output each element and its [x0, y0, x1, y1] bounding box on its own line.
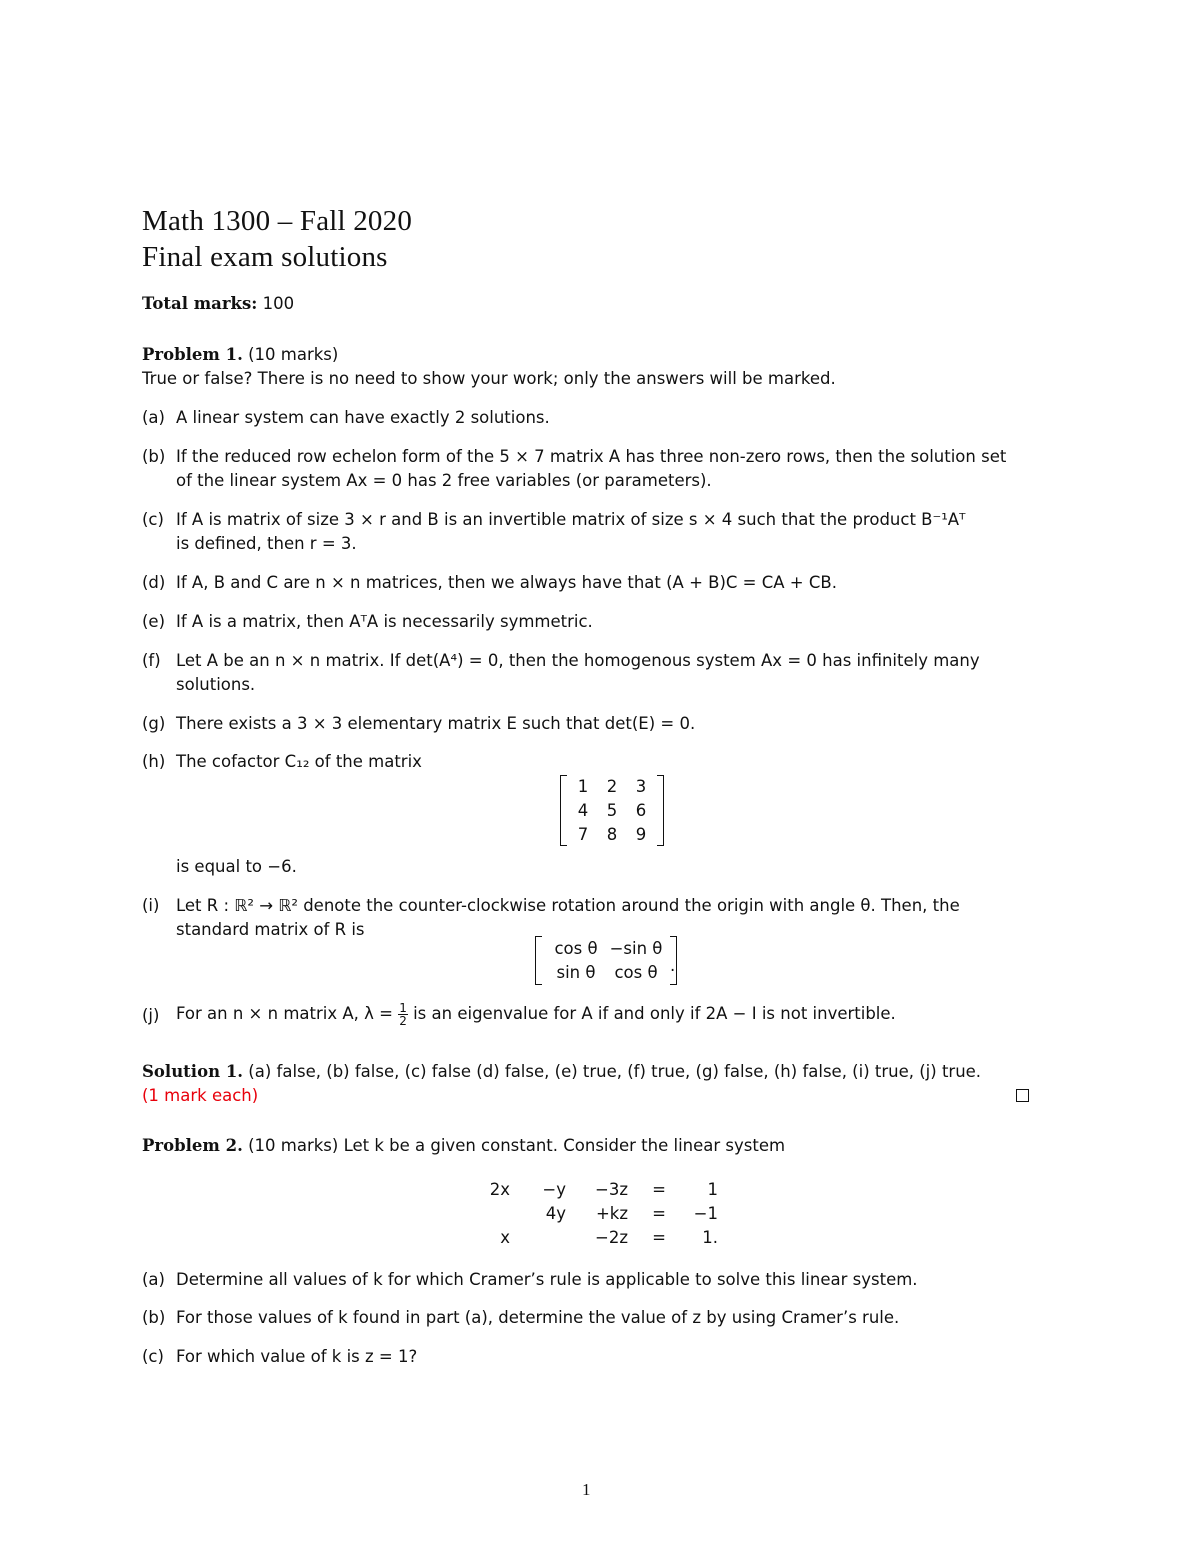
item-text: is equal to −6. — [176, 857, 297, 876]
solution-1 — [142, 1062, 981, 1081]
matrix-entry: sin θ — [556, 963, 596, 982]
item-text: Determine all values of k for which Cramer’s rule is applicable to solve this linear system. — [176, 1270, 918, 1289]
item-text: For those values of k found in part (a), determine the value of z by using Cramer’s rule. — [176, 1308, 900, 1327]
item-label: (d) — [142, 573, 166, 592]
system-term: = — [652, 1204, 666, 1223]
system-term: −3z — [595, 1180, 628, 1199]
solution-1-title: Solution 1. — [142, 1062, 244, 1081]
item-label: (c) — [142, 1347, 164, 1366]
system-term: +kz — [595, 1204, 628, 1223]
item-text: There exists a 3 × 3 elementary matrix E such that det(E) = 0. — [176, 714, 696, 733]
system-term: −2z — [595, 1228, 628, 1247]
matrix-entry: 4 — [577, 801, 589, 820]
item-text: Let R : ℝ² → ℝ² denote the counter-clockwise rotation around the origin with angle θ. Then, the — [176, 896, 960, 915]
system-term: = — [652, 1180, 666, 1199]
problem-1-instructions: True or false? There is no need to show your work; only the answers will be marked. — [142, 369, 836, 388]
matrix-entry: −sin θ — [609, 939, 663, 958]
system-term: 1 — [707, 1180, 718, 1199]
item-text: of the linear system Ax = 0 has 2 free variables (or parameters). — [176, 471, 712, 490]
matrix-i — [535, 936, 677, 985]
fraction-denominator: 2 — [399, 1014, 407, 1028]
item-text: is defined, then r = 3. — [176, 534, 357, 553]
linear-system — [478, 1178, 718, 1249]
matrix-entry: 9 — [635, 825, 647, 844]
item-text: The cofactor C₁₂ of the matrix — [176, 752, 422, 771]
matrix-entry: cos θ — [554, 939, 598, 958]
fraction — [398, 1002, 408, 1027]
system-term: −1 — [693, 1204, 718, 1223]
item-text: standard matrix of R is — [176, 920, 365, 939]
item-label: (a) — [142, 408, 165, 427]
item-text-post: is an eigenvalue for A if and only if 2A − I is not invertible. — [413, 1004, 896, 1023]
system-term: = — [652, 1228, 666, 1247]
matrix-entry: 3 — [635, 777, 647, 796]
problem-2-title: Problem 2. — [142, 1136, 243, 1155]
system-term — [478, 1202, 510, 1225]
item-text: For which value of k is z = 1? — [176, 1347, 418, 1366]
fraction-numerator: 1 — [399, 1001, 407, 1015]
system-term: −y — [542, 1180, 566, 1199]
course-title: Math 1300 – Fall 2020 — [142, 205, 413, 237]
solution-1-text: (a) false, (b) false, (c) false (d) false, (e) true, (f) true, (g) false, (h) false, (i) true, (j) true. — [248, 1062, 982, 1081]
item-text: Let A be an n × n matrix. If det(A⁴) = 0, then the homogenous system Ax = 0 has infinitely many — [176, 651, 980, 670]
total-marks — [142, 294, 294, 313]
item-text-pre: For an n × n matrix A, λ = — [176, 1004, 399, 1023]
item-label: (e) — [142, 612, 166, 631]
system-term: 4y — [545, 1204, 566, 1223]
problem-1-marks: (10 marks) — [248, 345, 339, 364]
system-term: 1. — [702, 1228, 718, 1247]
matrix-entry: 5 — [606, 801, 618, 820]
problem-1-heading — [142, 345, 338, 364]
item-label: (i) — [142, 896, 160, 915]
solution-1-marks-note: (1 mark each) — [142, 1086, 259, 1105]
item-label: (g) — [142, 714, 166, 733]
problem-2-heading — [142, 1136, 785, 1155]
left-bracket — [535, 936, 542, 985]
system-term: 2x — [489, 1180, 510, 1199]
item-text: solutions. — [176, 675, 256, 694]
item-label: (b) — [142, 447, 166, 466]
item-label: (h) — [142, 752, 166, 771]
system-term — [526, 1226, 566, 1249]
total-marks-value: 100 — [262, 294, 295, 313]
matrix-entry: 1 — [577, 777, 589, 796]
item-text: If the reduced row echelon form of the 5 × 7 matrix A has three non-zero rows, then the solution set — [176, 447, 1007, 466]
matrix-h — [560, 775, 664, 846]
item-label: (a) — [142, 1270, 165, 1289]
item-text — [176, 1002, 896, 1027]
qed-square-icon — [1016, 1089, 1029, 1102]
matrix-entry: 6 — [635, 801, 647, 820]
item-text: If A is a matrix, then AᵀA is necessarily symmetric. — [176, 612, 593, 631]
problem-1-title: Problem 1. — [142, 345, 243, 364]
matrix-entry: 7 — [577, 825, 589, 844]
item-label: (b) — [142, 1308, 166, 1327]
matrix-entry: 8 — [606, 825, 618, 844]
item-label: (j) — [142, 1006, 160, 1025]
matrix-h-entries — [567, 775, 657, 846]
page-number: 1 — [582, 1480, 591, 1499]
matrix-entry: 2 — [606, 777, 618, 796]
matrix-entry: cos θ — [614, 963, 658, 982]
system-term: x — [500, 1228, 510, 1247]
item-text: If A is matrix of size 3 × r and B is an invertible matrix of size s × 4 such that the product B⁻¹Aᵀ — [176, 510, 966, 529]
left-bracket — [560, 775, 567, 846]
right-bracket — [657, 775, 664, 846]
item-label: (c) — [142, 510, 164, 529]
item-text: If A, B and C are n × n matrices, then we always have that (A + B)C = CA + CB. — [176, 573, 837, 592]
item-text: A linear system can have exactly 2 solutions. — [176, 408, 550, 427]
total-marks-label: Total marks: — [142, 294, 258, 313]
document-subtitle: Final exam solutions — [142, 241, 388, 273]
item-label: (f) — [142, 651, 161, 670]
matrix-period: . — [670, 956, 676, 975]
problem-2-intro: (10 marks) Let k be a given constant. Consider the linear system — [248, 1136, 786, 1155]
matrix-i-entries — [542, 936, 670, 985]
